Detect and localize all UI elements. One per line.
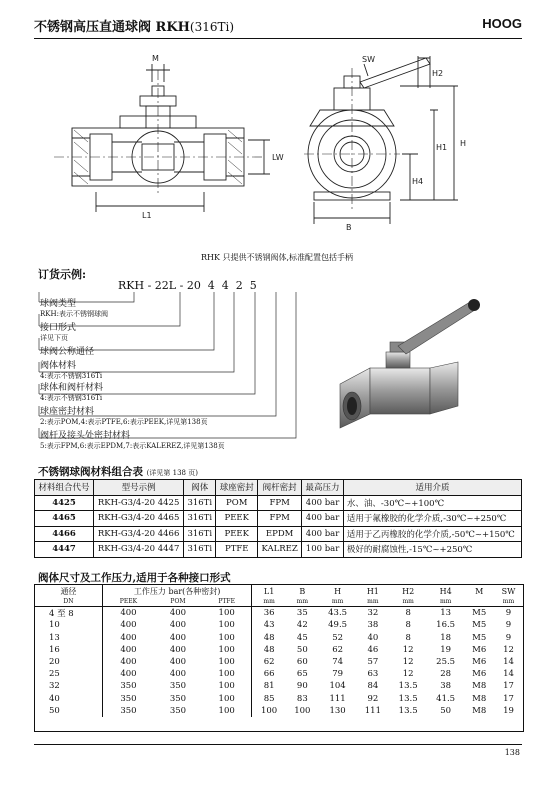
table-row: 4 至 8 400 400 100 36 35 43.5 32 8 13 M5 9 [35,607,523,620]
order-option: 阀体材料 4:表示不锈钢316Ti [40,361,103,380]
page-number: 138 [504,748,520,757]
page-title: 不锈钢高压直通球阀 RKH(316Ti) [34,20,235,35]
materials-table: 材料组合代号 型号示例 阀体 球座密封 阀杆密封 最高压力 适用介质 4425 RKH-G3/4-20 4425 316Ti POM FPM 400 bar 水、油、-30℃~+100℃ 4465 RKH-G3/4-20 4465 316Ti PEEK FPM 400 bar 适用于氟橡胶的化学介质,-30℃~+250℃ 4466 RKH-G3/4-20 4466 316Ti PEEK EPDM 400 bar 适用于乙丙橡胶的化学介质,-50℃~+150℃ 4447 RKH-G3/4-20 4447 316Ti PTFE KALREZ 100 bar 极好的耐腐蚀性,-15℃~+250℃ [34,479,522,558]
brand-name: HOOG [482,16,522,31]
table-row: 40 350 350 100 85 83 111 92 13.5 41.5 M8 17 [35,693,523,705]
ball-valve-illustration [330,296,490,434]
dimensions-table-frame [34,584,524,732]
order-code: RKH - 22L - 20 4 4 2 5 [118,279,257,292]
order-option: 球阀公称通径 [40,347,95,357]
table-row: 50 350 350 100 100 100 130 111 13.5 50 M8 19 [35,705,523,717]
table-row: 32 350 350 100 81 90 104 84 13.5 38 M8 17 [35,680,523,692]
table-row: 4465 RKH-G3/4-20 4465 316Ti PEEK FPM 400 bar 适用于氟橡胶的化学介质,-30℃~+250℃ [35,511,522,527]
dim-label-lw: LW [272,153,284,162]
table-row: 25 400 400 100 66 65 79 63 12 28 M6 14 [35,668,523,680]
table-row: 16 400 400 100 48 50 62 46 12 19 M6 12 [35,644,523,656]
order-option: 球体和阀杆材料 4:表示不锈钢316Ti [40,383,104,402]
table-row: 13 400 400 100 48 45 52 40 8 18 M5 9 [35,632,523,644]
materials-heading: 不锈钢球阀材料组合表 (详见第 138 页) [38,466,198,478]
table-row: 20 400 400 100 62 60 74 57 12 25.5 M6 14 [35,656,523,668]
page-header [34,14,522,39]
order-example-heading: 订货示例: [38,268,87,281]
footer-divider [34,744,522,745]
dim-label-h1: H1 [436,143,448,152]
table-row: 10 400 400 100 43 42 49.5 38 8 16.5 M5 9 [35,619,523,631]
drawing-caption: RHK 只提供不锈钢阀体,标准配置包括手柄 [200,253,354,262]
dim-label-sw: SW [362,55,375,64]
table-row: 4425 RKH-G3/4-20 4425 316Ti POM FPM 400 bar 水、油、-30℃~+100℃ [35,495,522,511]
dimensions-heading: 阀体尺寸及工作压力,适用于各种接口形式 [38,572,231,584]
table-row: 4447 RKH-G3/4-20 4447 316Ti PTFE KALREZ 100 bar 极好的耐腐蚀性,-15℃~+250℃ [35,542,522,558]
dim-label-l1: L1 [142,211,152,220]
order-option: 接口形式 详见下页 [40,323,77,342]
order-option: 球座密封材料 2:表示POM,4:表示PTFE,6:表示PEEK,详见第138页 [40,407,208,426]
dim-label-b: B [346,223,352,232]
technical-drawing [34,46,522,246]
order-option: 球阀类型 RKH:表示不锈钢球阀 [40,299,108,318]
table-row: 4466 RKH-G3/4-20 4466 316Ti PEEK EPDM 400 bar 适用于乙丙橡胶的化学介质,-50℃~+150℃ [35,526,522,542]
dim-label-m: M [152,54,159,63]
dimensions-table: 通径 工作压力 bar(各种密封) L1 B H H1 H2 H4 M SW DN PEEK POM PTFE mm mm mm mm mm mm mm 4 至 8 400 400 100 36 35 43.5 32 8 13 M5 9 10 400 400 100 43 42 49.5 38 8 16.5 M5 9 13 400 400 100 48 45 52 40 8 18 M5 9 16 400 400 100 48 50 62 46 12 19 M6 12 20 400 400 100 62 60 74 57 12 25.5 M6 14 25 400 400 100 66 65 79 63 12 28 M6 14 32 350 350 100 81 90 104 84 13.5 38 M8 17 40 350 350 100 85 83 111 92 13.5 41.5 M8 17 50 350 350 100 100 100 130 111 13.5 50 M8 19 [35,585,523,717]
dim-label-h: H [460,139,467,148]
dim-label-h2: H2 [432,69,444,78]
order-option: 阀杆及接头处密封材料 5:表示FPM,6:表示EPDM,7:表示KALEREZ,详见第138页 [40,431,225,450]
dim-label-h4: H4 [412,177,424,186]
